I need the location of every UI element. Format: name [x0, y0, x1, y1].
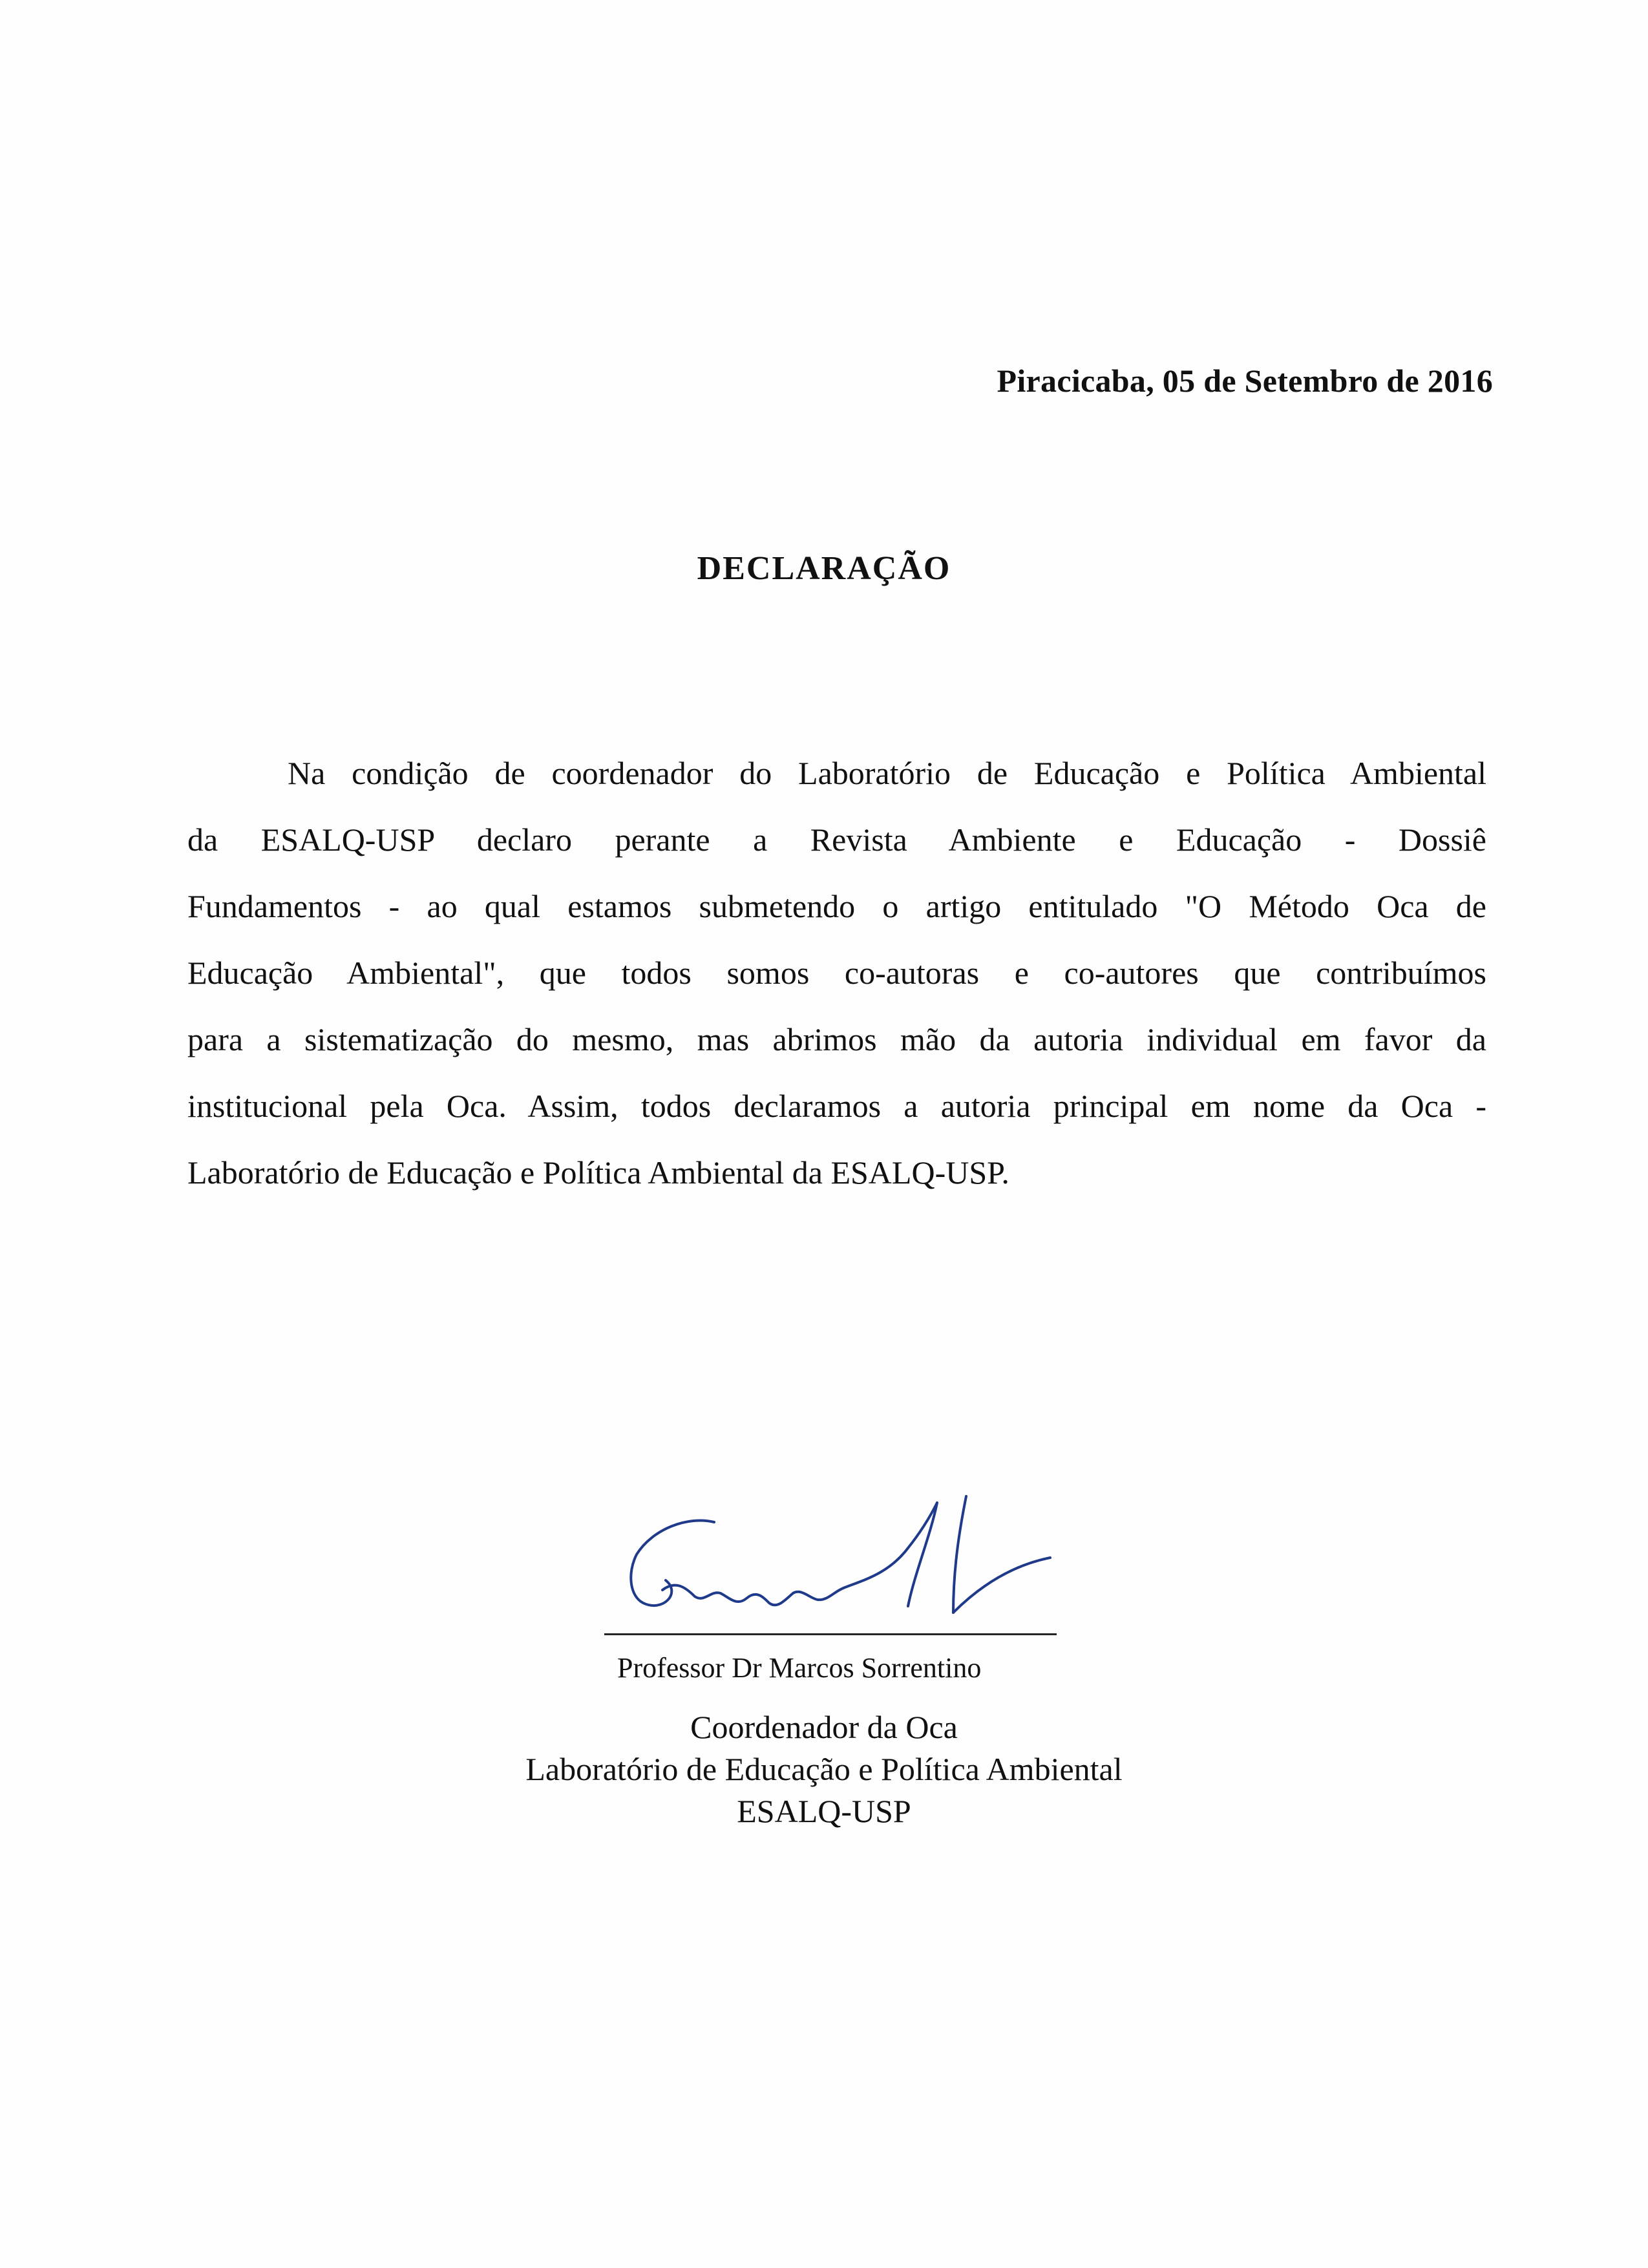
body-line: Fundamentos - ao qual estamos submetendo o artigo entitulado "O Método Oca de [187, 888, 1486, 924]
place-date: Piracicaba, 05 de Setembro de 2016 [997, 363, 1493, 399]
body-line: Na condição de coordenador do Laboratório de Educação e Política Ambiental [288, 755, 1486, 791]
signer-name: Professor Dr Marcos Sorrentino [617, 1652, 982, 1684]
signature-line [604, 1633, 1057, 1635]
body-line: institucional pela Oca. Assim, todos declaramos a autoria principal em nome da Oca - [187, 1088, 1486, 1124]
document-title: DECLARAÇÃO [697, 550, 951, 587]
signer-affiliation [0, 1706, 1648, 1832]
signer-unit: Laboratório de Educação e Política Ambiental [525, 1751, 1123, 1787]
handwritten-signature [604, 1477, 1057, 1638]
body-line: Laboratório de Educação e Política Ambiental da ESALQ-USP. [187, 1154, 1009, 1191]
declaration-body [187, 740, 1486, 1206]
body-line: da ESALQ-USP declaro perante a Revista Ambiente e Educação - Dossiê [187, 821, 1486, 858]
signer-role: Coordenador da Oca [690, 1709, 958, 1745]
body-line: Educação Ambiental", que todos somos co-autoras e co-autores que contribuímos [187, 955, 1486, 991]
signer-institution: ESALQ-USP [737, 1793, 911, 1829]
body-line: para a sistematização do mesmo, mas abrimos mão da autoria individual em favor da [187, 1021, 1486, 1057]
